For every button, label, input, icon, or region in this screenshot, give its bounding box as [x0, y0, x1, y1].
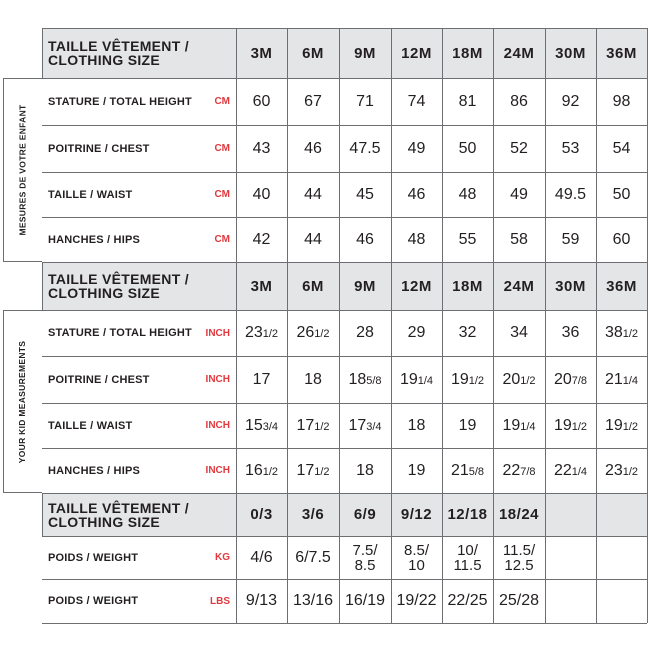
rule-horizontal [42, 28, 647, 29]
size-header: 30M [555, 44, 586, 62]
measurement-value: 42 [252, 230, 271, 248]
value-whole: 19 [458, 416, 477, 434]
size-header: 12/18 [447, 506, 488, 523]
rule-vertical [647, 262, 648, 493]
rule-vertical [42, 262, 43, 310]
value-line: 11.5 [453, 556, 482, 574]
value-fraction: 1/2 [314, 465, 330, 478]
value-line: 7.5/ [352, 541, 378, 559]
size-header [545, 493, 596, 536]
measurement-label: HANCHES / HIPS [48, 233, 141, 246]
value-whole: 22 [553, 461, 572, 479]
measurement-value: 19/22 [396, 592, 437, 609]
rule-vertical [442, 493, 443, 623]
value-whole: 18 [304, 370, 322, 388]
value-whole: 17 [296, 461, 315, 479]
clothing-size-title [42, 262, 236, 310]
measurement-value [442, 536, 493, 579]
value-whole: 36 [561, 324, 580, 341]
value-fraction: 1/2 [262, 328, 279, 340]
rule-vertical [596, 262, 597, 493]
value-whole: 18 [356, 461, 374, 479]
size-header: 36M [606, 44, 637, 62]
measurement-value [339, 310, 391, 356]
rule-vertical [442, 262, 443, 493]
value-whole: 28 [356, 324, 374, 341]
value-whole: 20 [553, 370, 572, 388]
measurement-value [596, 356, 647, 403]
rule-vertical [596, 493, 597, 623]
value-line: 10 [408, 556, 425, 574]
value-line: 10/ [457, 541, 478, 559]
rule-horizontal [42, 262, 647, 263]
rule-vertical [287, 262, 288, 493]
measurement-value [596, 579, 647, 623]
value-fraction: 1/2 [468, 374, 485, 387]
value-whole: 16 [244, 461, 263, 479]
measurement-value: 59 [561, 230, 580, 248]
measurement-value: 49.5 [554, 185, 587, 203]
measurement-value [493, 536, 545, 579]
rule-horizontal [42, 310, 647, 311]
measurement-label: POIDS / WEIGHT [48, 595, 139, 607]
measurement-value [493, 448, 545, 493]
rule-vertical [647, 493, 648, 623]
size-header [596, 493, 647, 536]
rule-vertical [391, 28, 392, 262]
measurement-value: 44 [304, 185, 322, 203]
value-whole: 21 [604, 370, 623, 388]
side-label-cm [3, 78, 42, 262]
value-whole: 26 [296, 324, 315, 341]
measurement-value: 55 [458, 230, 477, 248]
rule-vertical [647, 28, 648, 262]
measurement-value: 81 [458, 92, 477, 110]
rule-vertical [339, 493, 340, 623]
value-fraction: 1/2 [314, 328, 330, 340]
unit-label: INCH [205, 465, 230, 476]
value-fraction: 1/2 [571, 420, 588, 433]
unit-label: INCH [205, 374, 230, 385]
measurement-value [442, 448, 493, 493]
measurement-value: 50 [612, 185, 631, 203]
measurement-value: 44 [304, 230, 322, 248]
value-whole: 15 [244, 416, 263, 434]
measurement-value [339, 356, 391, 403]
value-fraction: 1/4 [571, 465, 588, 478]
size-header: 3M [250, 277, 273, 295]
size-header: 24M [503, 44, 535, 62]
measurement-value [545, 310, 596, 356]
rule-horizontal [42, 78, 647, 79]
measurement-value [236, 448, 287, 493]
size-header: 36M [606, 277, 637, 295]
rule-vertical [545, 493, 546, 623]
unit-label: KG [215, 552, 230, 563]
measurement-label: TAILLE / WAIST [48, 188, 133, 201]
measurement-value [596, 536, 647, 579]
rule-vertical [493, 28, 494, 262]
measurement-value: 71 [356, 92, 374, 110]
measurement-value: 49 [510, 185, 528, 203]
rule-vertical [236, 28, 237, 262]
value-whole: 32 [458, 324, 477, 341]
measurement-value: 16/19 [344, 592, 386, 609]
value-fraction: 1/2 [622, 465, 639, 478]
measurement-value: 98 [612, 92, 631, 110]
measurement-label: HANCHES / HIPS [48, 464, 141, 477]
size-header: 3M [250, 44, 273, 62]
rule-vertical [287, 493, 288, 623]
value-line: 8.5/ [403, 541, 430, 559]
measurement-value: 25/28 [498, 592, 540, 609]
value-fraction: 5/8 [366, 374, 382, 387]
value-whole: 19 [502, 416, 521, 434]
value-fraction: 1/4 [622, 374, 639, 387]
measurement-value [493, 356, 545, 403]
side-label-text: YOUR KID MEASUREMENTS [17, 340, 28, 463]
value-whole: 18 [407, 416, 426, 434]
value-fraction: 1/2 [622, 420, 639, 433]
value-whole: 23 [244, 324, 263, 341]
rule-horizontal [42, 493, 647, 494]
measurement-value: 86 [510, 92, 528, 110]
measurement-value: 48 [407, 230, 426, 248]
value-whole: 19 [450, 370, 469, 388]
measurement-value: 67 [304, 92, 322, 110]
value-fraction: 1/4 [520, 420, 536, 433]
value-whole: 22 [502, 461, 521, 479]
rule-vertical [545, 262, 546, 493]
measurement-value [596, 310, 647, 356]
measurement-value [545, 448, 596, 493]
size-header: 12M [401, 44, 432, 62]
rule-vertical [236, 493, 237, 623]
measurement-value: 40 [252, 185, 271, 203]
measurement-label: POIDS / WEIGHT [48, 551, 139, 564]
measurement-value: 74 [407, 92, 426, 110]
measurement-value: 58 [510, 230, 528, 248]
size-header: 9M [354, 277, 376, 295]
measurement-value [391, 403, 442, 448]
rule-vertical [493, 493, 494, 623]
unit-label: CM [214, 234, 230, 245]
rule-vertical [236, 262, 237, 493]
unit-label: CM [214, 96, 230, 107]
measurement-value [287, 310, 339, 356]
size-header: 6/9 [353, 506, 377, 523]
rule-vertical [493, 262, 494, 493]
rule-horizontal [42, 623, 647, 624]
measurement-value: 49 [407, 139, 426, 157]
clothing-size-title [42, 493, 236, 536]
value-whole: 21 [450, 461, 469, 479]
value-fraction: 1/2 [520, 374, 536, 387]
value-line: 8.5 [354, 556, 376, 574]
size-header: 6M [302, 277, 324, 295]
rule-vertical [287, 28, 288, 262]
value-whole: 19 [604, 416, 623, 434]
value-line: 12.5 [504, 556, 534, 574]
size-header: 6M [302, 44, 324, 62]
measurement-value [339, 536, 391, 579]
measurement-value: 46 [356, 230, 374, 248]
value-whole: 19 [553, 416, 572, 434]
measurement-value: 54 [612, 139, 631, 157]
title-line: CLOTHING SIZE [48, 285, 161, 301]
measurement-value: 22/25 [447, 592, 488, 609]
value-fraction: 3/4 [366, 420, 382, 433]
measurement-label: POITRINE / CHEST [48, 373, 150, 386]
size-header: 9M [354, 44, 376, 62]
size-header: 0/3 [250, 506, 273, 523]
measurement-label: STATURE / TOTAL HEIGHT [48, 327, 192, 339]
value-whole: 29 [407, 324, 426, 341]
title-line: CLOTHING SIZE [48, 52, 161, 68]
measurement-value: 53 [561, 139, 580, 157]
value-whole: 19 [399, 370, 418, 388]
size-header: 18M [452, 277, 483, 295]
measurement-value [391, 536, 442, 579]
measurement-value: 13/16 [292, 592, 334, 609]
size-header: 9/12 [400, 506, 433, 523]
measurement-value: 48 [458, 185, 477, 203]
measurement-value: 47.5 [349, 139, 381, 157]
value-whole: 23 [604, 461, 623, 479]
unit-label: LBS [210, 595, 230, 607]
rule-vertical [545, 28, 546, 262]
rule-vertical [596, 28, 597, 262]
value-fraction: 5/8 [468, 465, 485, 478]
clothing-size-title [42, 28, 236, 78]
size-header: 24M [503, 277, 535, 295]
measurement-label: TAILLE / WAIST [48, 419, 133, 432]
measurement-value [391, 448, 442, 493]
title-line: TAILLE VÊTEMENT / [48, 38, 189, 54]
rule-horizontal [42, 536, 647, 537]
value-whole: 19 [407, 461, 426, 479]
measurement-value [442, 310, 493, 356]
measurement-value [236, 310, 287, 356]
unit-label: CM [214, 189, 230, 200]
measurement-value: 50 [458, 139, 477, 157]
measurement-value [545, 403, 596, 448]
rule-vertical [42, 493, 43, 536]
measurement-value: 4/6 [250, 548, 273, 566]
measurement-value: 52 [510, 139, 528, 157]
value-fraction: 1/2 [262, 465, 279, 478]
measurement-value: 46 [407, 185, 426, 203]
value-whole: 18 [348, 370, 367, 388]
value-fraction: 7/8 [571, 374, 588, 387]
measurement-value [287, 356, 339, 403]
measurement-value [287, 403, 339, 448]
measurement-value: 46 [304, 139, 322, 157]
rule-vertical [42, 28, 43, 78]
side-label-inch [3, 310, 42, 493]
measurement-value [596, 448, 647, 493]
rule-vertical [339, 28, 340, 262]
value-whole: 38 [604, 324, 623, 341]
measurement-value [391, 310, 442, 356]
size-header: 12M [401, 277, 432, 295]
value-whole: 20 [502, 370, 521, 388]
value-fraction: 1/4 [417, 374, 434, 387]
value-whole: 17 [296, 416, 315, 434]
rule-vertical [442, 28, 443, 262]
size-header: 30M [555, 277, 586, 295]
size-header: 18/24 [498, 506, 540, 523]
rule-vertical [339, 262, 340, 493]
value-whole: 17 [252, 370, 271, 388]
measurement-value [442, 356, 493, 403]
title-line: CLOTHING SIZE [48, 513, 161, 530]
measurement-value [236, 403, 287, 448]
size-header: 18M [452, 44, 483, 62]
value-fraction: 1/2 [622, 328, 639, 340]
measurement-value: 45 [356, 185, 374, 203]
unit-label: CM [214, 143, 230, 154]
measurement-value: 43 [252, 139, 271, 157]
title-line: TAILLE VÊTEMENT / [48, 271, 189, 287]
value-fraction: 7/8 [520, 465, 536, 478]
unit-label: INCH [205, 420, 230, 431]
value-whole: 17 [348, 416, 367, 434]
measurement-value: 92 [561, 92, 580, 110]
measurement-value: 6/7.5 [295, 548, 331, 566]
measurement-value: 60 [612, 230, 631, 248]
value-whole: 34 [510, 324, 528, 341]
measurement-label: STATURE / TOTAL HEIGHT [48, 95, 192, 108]
title-line: TAILLE VÊTEMENT / [48, 499, 189, 516]
rule-vertical [391, 262, 392, 493]
rule-vertical [391, 493, 392, 623]
measurement-value [391, 356, 442, 403]
side-label-text: MESURES DE VOTRE ENFANT [17, 104, 28, 236]
measurement-value [493, 310, 545, 356]
measurement-value: 9/13 [245, 592, 278, 609]
value-line: 11.5/ [502, 541, 536, 559]
measurement-label: POITRINE / CHEST [48, 142, 150, 155]
value-fraction: 1/2 [314, 420, 330, 433]
measurement-value [236, 356, 287, 403]
measurement-value [493, 403, 545, 448]
measurement-value [339, 403, 391, 448]
measurement-value [339, 448, 391, 493]
measurement-value [545, 579, 596, 623]
measurement-value: 60 [252, 92, 271, 110]
value-fraction: 3/4 [262, 420, 279, 433]
measurement-value [287, 448, 339, 493]
measurement-value [442, 403, 493, 448]
unit-label: INCH [205, 327, 230, 339]
measurement-value [545, 356, 596, 403]
measurement-value [596, 403, 647, 448]
size-header: 3/6 [301, 506, 325, 523]
measurement-value [545, 536, 596, 579]
